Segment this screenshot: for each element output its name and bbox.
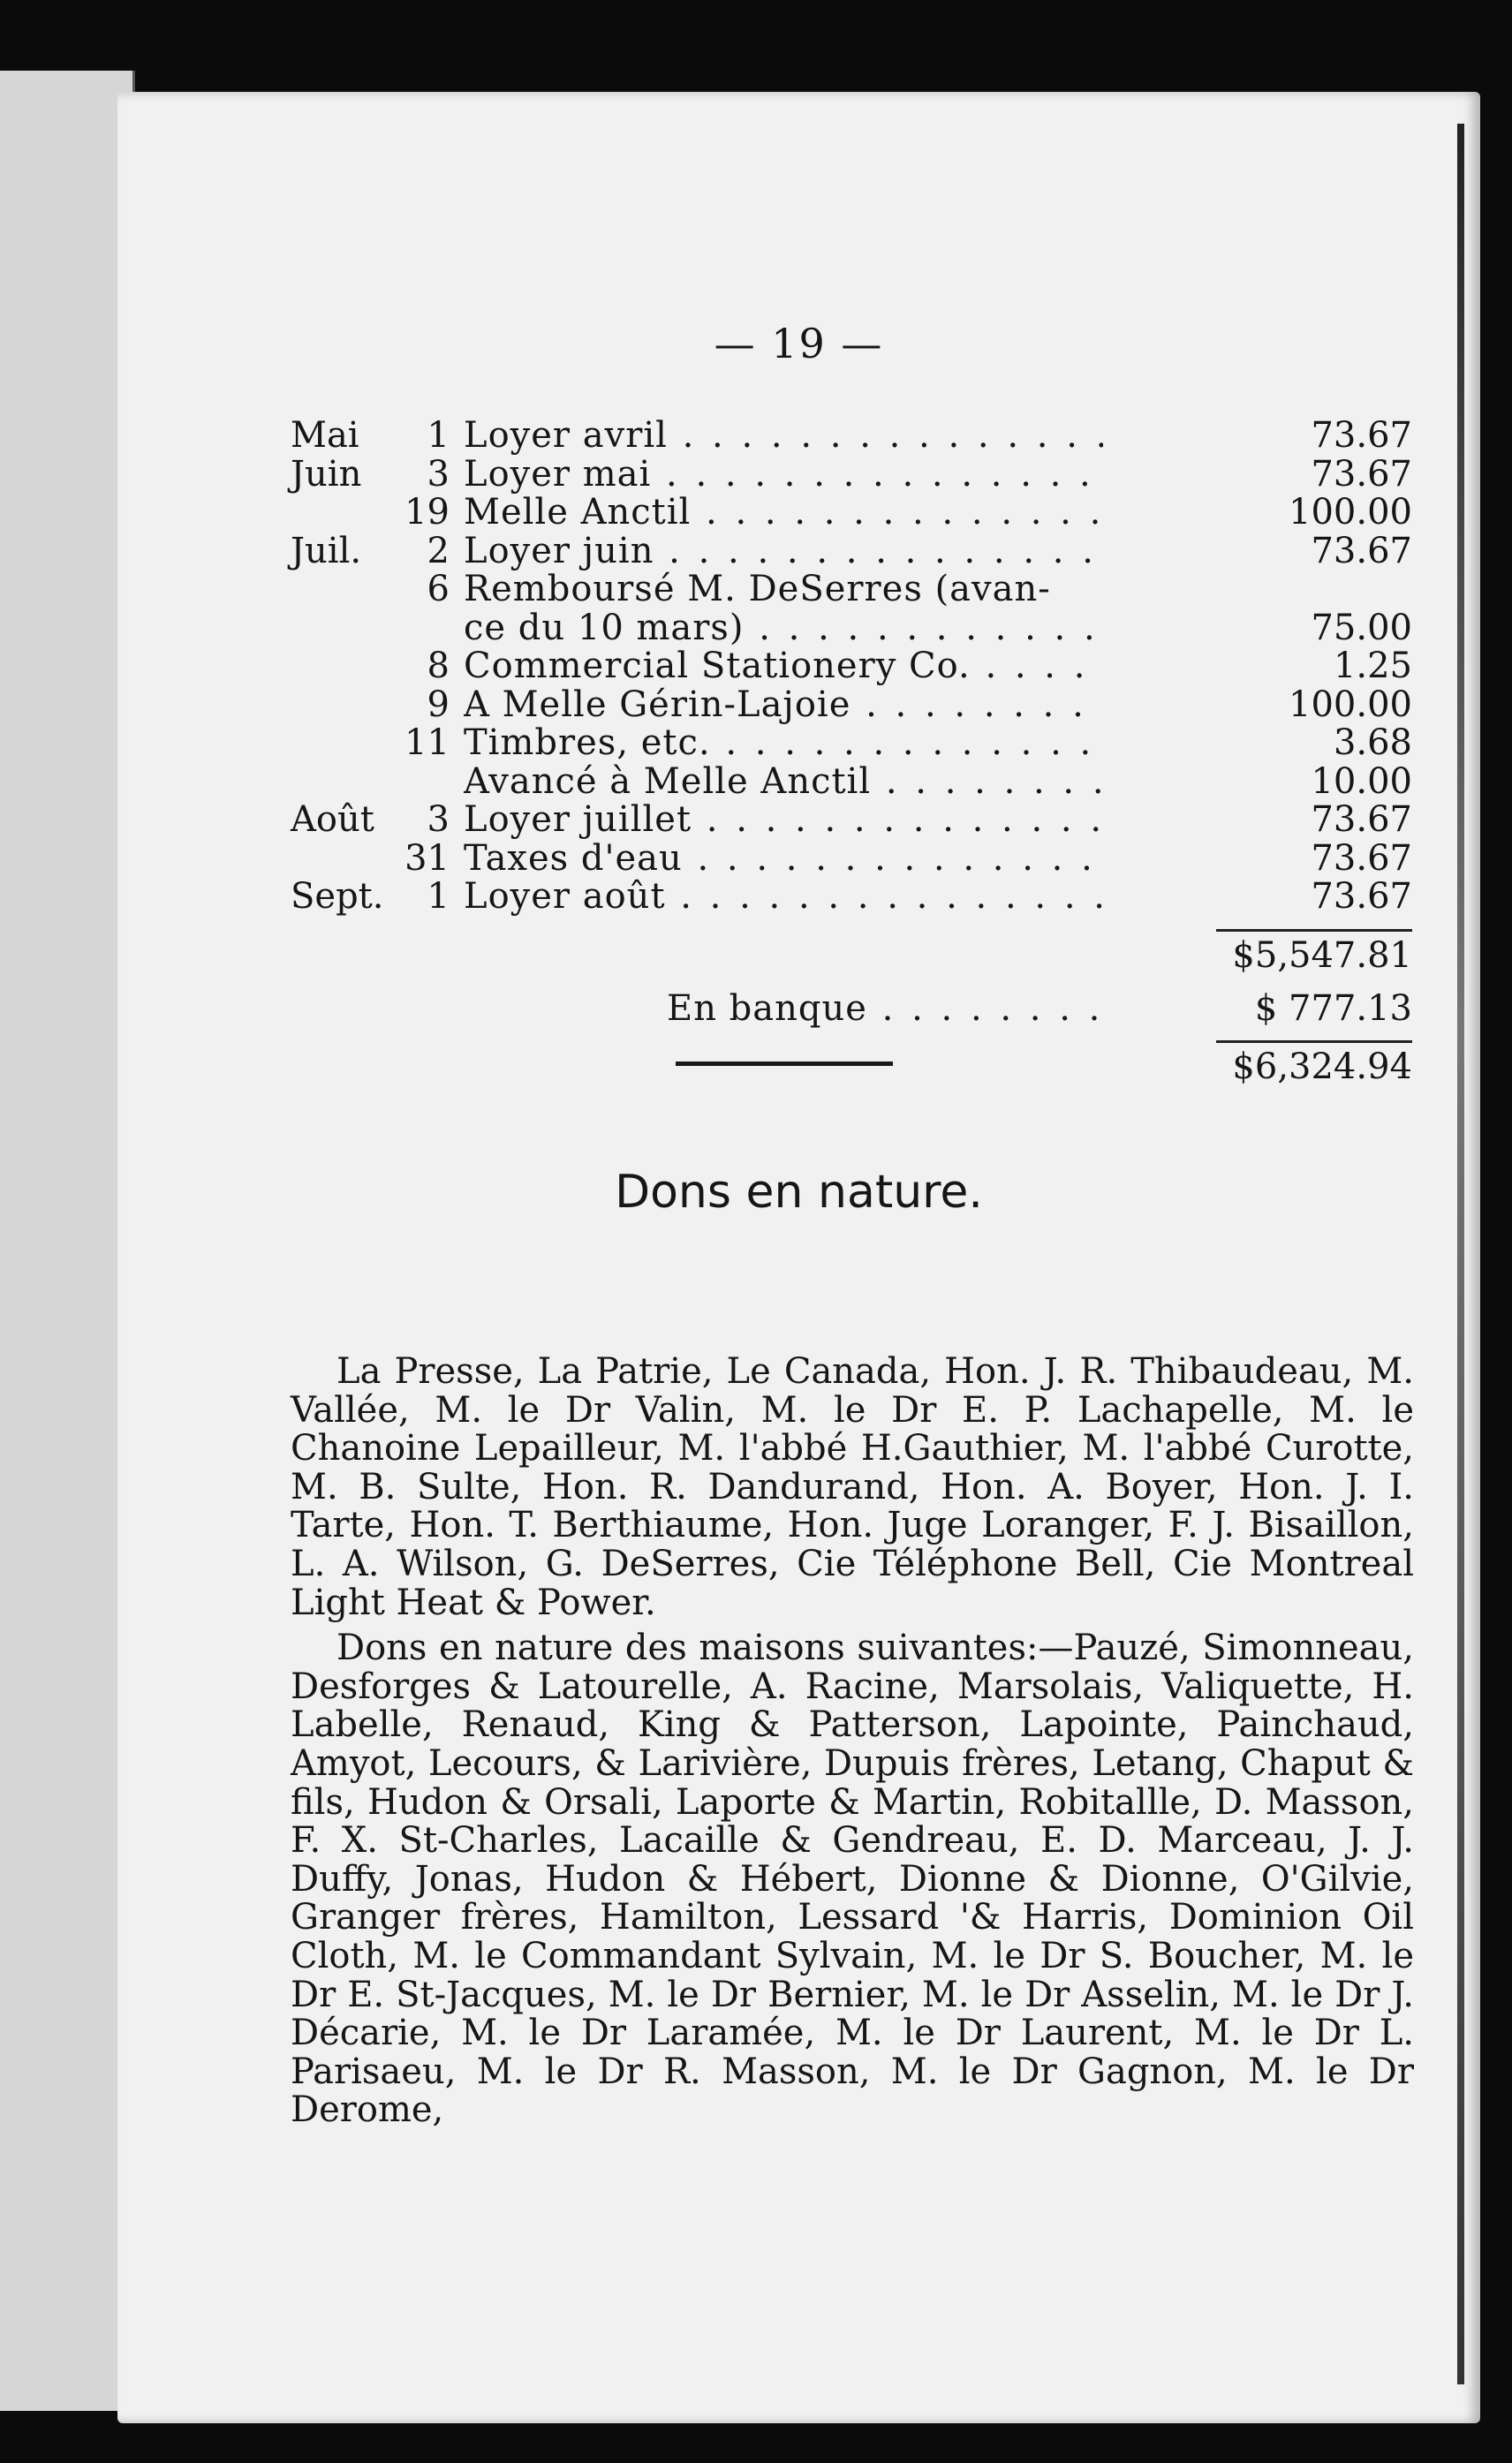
ledger-day: 19 <box>404 492 450 533</box>
ledger-table <box>291 417 1412 1101</box>
ledger-description: Loyer mai . . . <box>464 456 1103 495</box>
ledger-day: 31 <box>404 837 450 879</box>
ledger-day: 3 <box>427 799 450 840</box>
bank-amount: $ 777.13 <box>1254 987 1412 1029</box>
book-page <box>117 92 1480 2423</box>
grand-total-amount: $6,324.94 <box>1232 1046 1412 1087</box>
ledger-day: 8 <box>427 646 450 686</box>
ledger-description: Loyer août . . . <box>464 878 1103 917</box>
ledger-row <box>291 760 1412 802</box>
ledger-row <box>291 417 1412 456</box>
ledger-day: 1 <box>427 415 450 456</box>
bank-label: En banque . . . <box>667 990 1103 1029</box>
ledger-description: Loyer juin . . . <box>464 533 1103 571</box>
ledger-description: Loyer avril . . . <box>464 417 1103 456</box>
page-binding-edge <box>1457 124 1464 2384</box>
ledger-day: 1 <box>427 876 450 917</box>
ledger-day: 6 <box>427 569 450 609</box>
ledger-row <box>291 494 1412 533</box>
ledger-month: Juil. <box>291 530 362 571</box>
ledger-description: Avancé à Melle Anctil . . . <box>464 763 1103 802</box>
ledger-amount: 73.67 <box>1311 876 1412 917</box>
ledger-month: Août <box>291 799 374 840</box>
ledger-amount: 10.00 <box>1311 760 1412 802</box>
grand-total-row <box>291 1048 1412 1101</box>
ledger-amount: 73.67 <box>1311 530 1412 571</box>
ledger-amount: 73.67 <box>1311 453 1412 495</box>
ledger-amount: 75.00 <box>1311 607 1412 648</box>
ledger-row <box>291 570 1412 609</box>
ledger-row <box>291 878 1412 917</box>
ledger-description: A Melle Gérin-Lajoie . . . <box>464 686 1103 725</box>
ledger-description: Timbres, etc. . . . <box>464 724 1103 763</box>
section-title: Dons en nature. <box>615 1166 983 1219</box>
ledger-day: 11 <box>404 722 450 763</box>
total-rule <box>1216 1040 1412 1043</box>
ledger-description: Melle Anctil . . . <box>464 494 1103 533</box>
ledger-day: 3 <box>427 453 450 495</box>
ledger-amount: 73.67 <box>1311 415 1412 456</box>
donors-paragraph: Dons en nature des maisons suivantes:—Pauzé, Simonneau, Desforges & Latourelle, A. Racine, Marsolais, Valiquette, H. Labelle, Renaud, King & Patterson, Lapointe, Painchaud, Amyot, Lecours, & Larivière, Dupuis frères, Letang, Chaput & fils, Hudon & Orsali, Laporte & Martin, Robitallle, D. Masson, F. X. St-Charles, Lacaille & Gendreau, E. D. Marceau, J. J. Duffy, Jonas, Hudon & Hébert, Dionne & Dionne, O'Gilvie, Granger frères, Hamilton, Lessard '& Harris, Dominion Oil Cloth, M. le Commandant Sylvain, M. le Dr S. Boucher, M. le Dr E. St-Jacques, M. le Dr Bernier, M. le Dr Asselin, M. le Dr J. Décarie, M. le Dr Laramée, M. le Dr Laurent, M. le Dr L. Parisaeu, M. le Dr R. Masson, M. le Dr Gagnon, M. le Dr Derome, <box>291 1628 1414 2131</box>
ledger-row <box>291 453 1412 495</box>
page-number: — 19 — <box>714 320 884 367</box>
ledger-day: 9 <box>427 684 450 725</box>
ledger-description: ce du 10 mars) . . . <box>464 609 1103 648</box>
ledger-month: Sept. <box>291 876 384 917</box>
facing-page-edge <box>0 71 135 2411</box>
donors-paragraph: La Presse, La Patrie, Le Canada, Hon. J. R. Thibaudeau, M. Vallée, M. le Dr Valin, M. le Dr E. P. Lachapelle, M. le Chanoine Lepailleur, M. l'abbé H.Gauthier, M. l'abbé Curotte, M. B. Sulte, Hon. R. Dandurand, Hon. A. Boyer, Hon. J. I. Tarte, Hon. T. Berthiaume, Hon. Juge Loranger, F. J. Bisaillon, L. A. Wilson, G. DeSerres, Cie Téléphone Bell, Cie Montreal Light Heat & Power. <box>291 1351 1414 1623</box>
ledger-description: Loyer juillet . . . <box>464 801 1103 840</box>
subtotal-amount: $5,547.81 <box>1232 934 1412 976</box>
ledger-month: Mai <box>291 415 359 456</box>
ledger-amount: 73.67 <box>1311 837 1412 879</box>
ledger-row <box>291 530 1412 571</box>
donors-text <box>291 1353 1414 2137</box>
ledger-amount: 3.68 <box>1333 722 1412 763</box>
ledger-row <box>291 724 1412 763</box>
subtotal-rule <box>1216 929 1412 932</box>
ledger-amount: 1.25 <box>1333 646 1412 686</box>
ledger-description: Commercial Stationery Co. . . . <box>464 647 1103 686</box>
ledger-row <box>291 686 1412 725</box>
ledger-row <box>291 801 1412 840</box>
ledger-row <box>291 609 1412 648</box>
ledger-description: Taxes d'eau . . . <box>464 840 1103 879</box>
ledger-description: Remboursé M. DeSerres (avan- <box>464 570 1051 609</box>
ledger-row <box>291 647 1412 686</box>
ledger-amount: 100.00 <box>1289 492 1412 533</box>
ledger-amount: 100.00 <box>1289 684 1412 725</box>
ledger-day: 2 <box>427 530 450 571</box>
ledger-month: Juin <box>291 453 362 495</box>
section-divider <box>676 1062 893 1066</box>
ledger-row <box>291 837 1412 879</box>
subtotal-row <box>291 934 1412 990</box>
ledger-amount: 73.67 <box>1311 799 1412 840</box>
bank-row <box>291 987 1412 1029</box>
